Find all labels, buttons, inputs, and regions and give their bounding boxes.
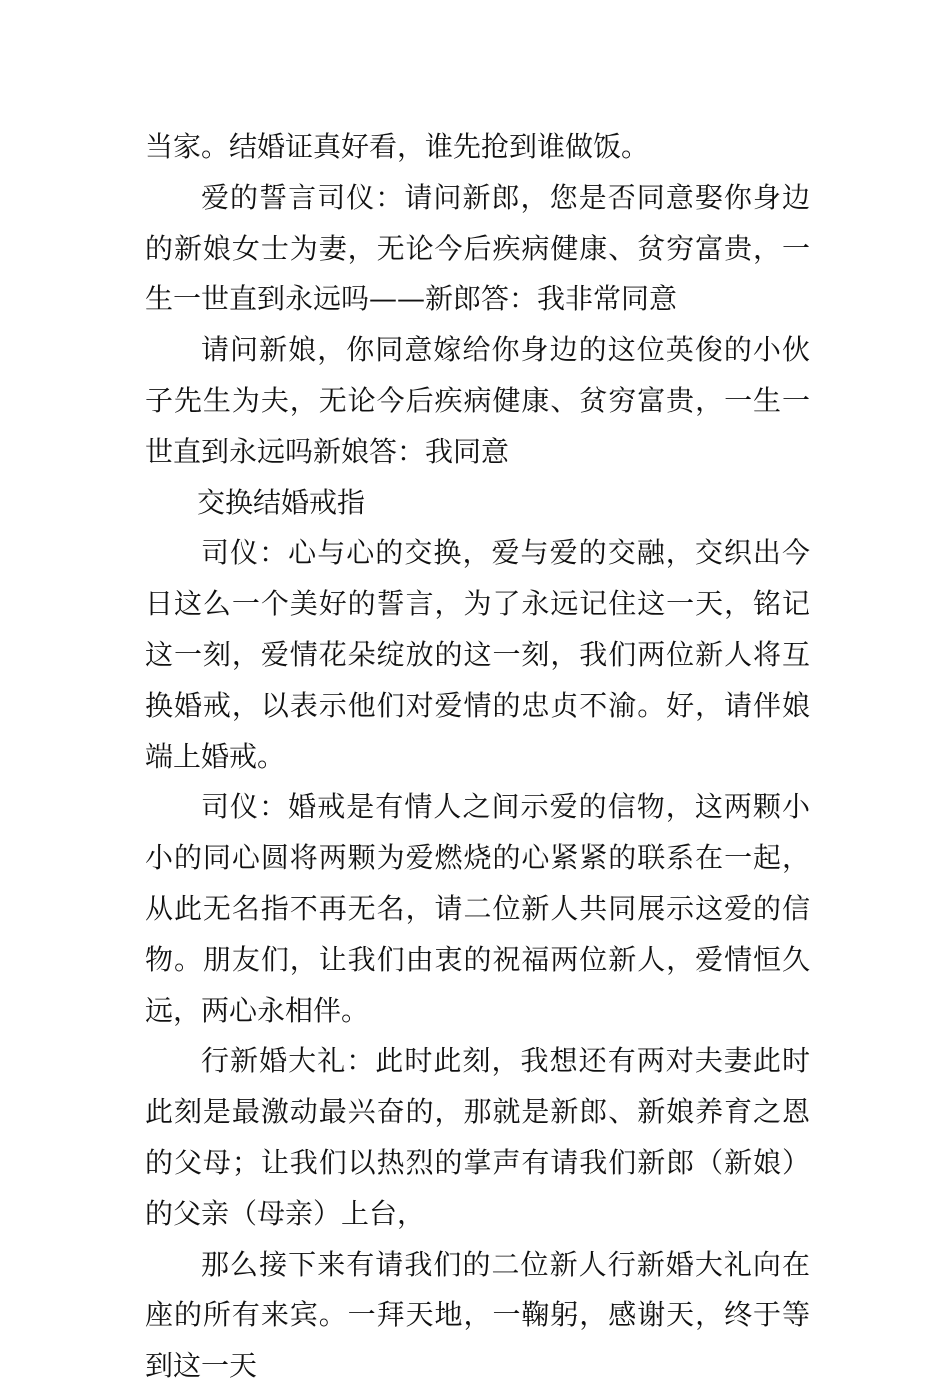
paragraph-vows-groom: 爱的誓言司仪：请问新郎，您是否同意娶你身边的新娘女士为妻，无论今后疾病健康、贫穷富贵，一生一世直到永远吗——新郎答：我非常同意 bbox=[145, 180, 810, 316]
paragraph-bowing: 那么接下来有请我们的二位新人行新婚大礼向在座的所有来宾。一拜天地，一鞠躬，感谢天，终于等到这一天 bbox=[145, 1247, 810, 1383]
document-body bbox=[145, 122, 810, 1392]
section-heading-ring-exchange: 交换结婚戒指 bbox=[197, 485, 366, 519]
paragraph-continuation: 当家。结婚证真好看，谁先抢到谁做饭。 bbox=[145, 130, 650, 163]
paragraph-wedding-ceremony: 行新婚大礼：此时此刻，我想还有两对夫妻此时此刻是最激动最兴奋的，那就是新郎、新娘养育之恩的父母；让我们以热烈的掌声有请我们新郎（新娘）的父亲（母亲）上台， bbox=[145, 1044, 810, 1230]
paragraph-vows-bride: 请问新娘，你同意嫁给你身边的这位英俊的小伙子先生为夫，无论今后疾病健康、贫穷富贵，一生一世直到永远吗新娘答：我同意 bbox=[145, 333, 810, 468]
paragraph-ring-meaning: 司仪：婚戒是有情人之间示爱的信物，这两颗小小的同心圆将两颗为爱燃烧的心紧紧的联系在一起，从此无名指不再无名，请二位新人共同展示这爱的信物。朋友们，让我们由衷的祝福两位新人，爱情恒久远，两心永相伴。 bbox=[145, 790, 810, 1027]
paragraph-ring-exchange: 司仪：心与心的交换，爱与爱的交融，交织出今日这么一个美好的誓言，为了永远记住这一天，铭记这一刻，爱情花朵绽放的这一刻，我们两位新人将互换婚戒，以表示他们对爱情的忠贞不渝。好，请伴娘端上婚戒。 bbox=[145, 536, 810, 773]
